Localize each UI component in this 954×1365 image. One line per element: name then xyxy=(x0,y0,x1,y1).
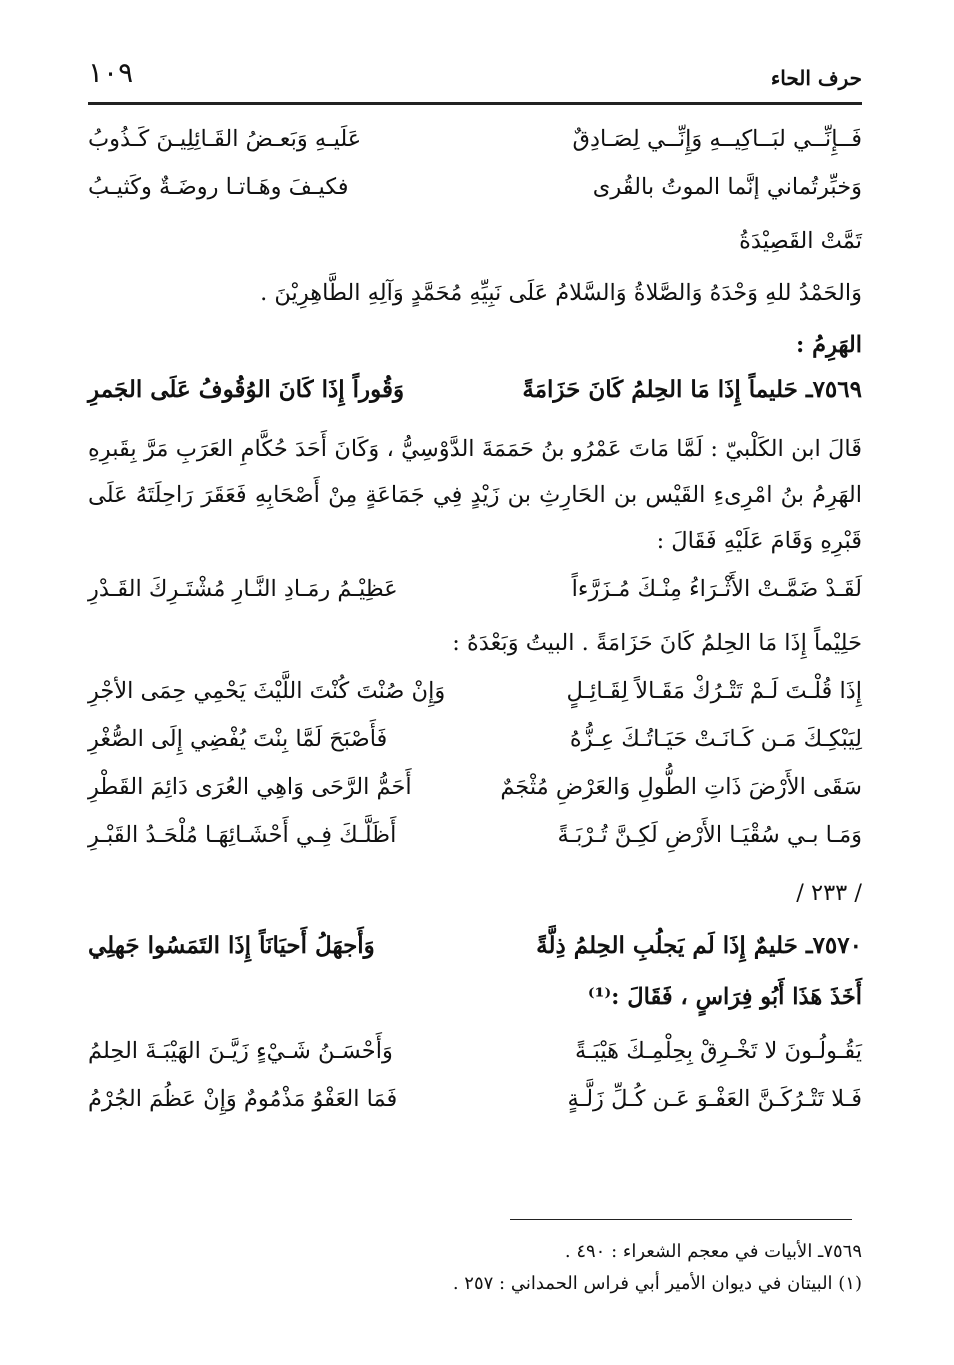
first-hemistich: وَخبِّرتُماني إنَّما الموتُ بالقُرى xyxy=(592,174,862,200)
verse-line xyxy=(88,814,862,862)
footnotes xyxy=(88,1236,862,1300)
second-hemistich: وَإِنْ صُنْتَ كُنْتَ اللَّيْثَ يَحْمِي حِمَى الأجْرِ xyxy=(88,678,446,704)
verse-line xyxy=(88,1030,862,1078)
verse-line xyxy=(88,1078,862,1126)
header-rule xyxy=(88,102,862,105)
book-page xyxy=(88,0,862,1365)
second-hemistich: فَأَصْبَحَ لَمَّا بِنْتَ يُفْضِي إِلَى الصُّغْرِ xyxy=(88,726,388,752)
first-hemistich: وَمَـا بـي سُقْيَـا الأَرْضِ لَكِـنَّ تُـرْبَـةً xyxy=(557,822,862,848)
prose-7569: قَالَ ابن الكَلْبيّ : لَمَّا مَاتَ عَمْرُو بنُ حَمَمَةَ الدَّوْسِيُّ ، وَكَانَ أَحَدَ حُكَّامِ العَرَبِ مَرَّ بِقَبرِهِ الهَرِمُ بنُ امْرِىءِ القَيْس بن الحَارِثِ بن زَيْدٍ فِي جَمَاعَةٍ مِنْ أَصْحَابِهِ فَعَقَرَ رَاحِلَتَهُ عَلَى قَبْرِهِ وَقَامَ عَلَيْهِ فَقَالَ : xyxy=(88,436,862,554)
entry-7569-verse xyxy=(88,368,862,416)
section-name: حرف الحاء xyxy=(770,66,862,90)
second-hemistich: فكيـفَ وهَـاتـا روضَـةٌ وكَثيـبُ xyxy=(88,174,349,200)
poem-end-note: تَمَّتْ القَصِيْدَةُ xyxy=(739,228,862,254)
after-verse-note: حَلِيْماً إِذَا مَا الحِلمُ كَانَ حَزَامَةً . البيتُ وَبَعْدَهُ : xyxy=(452,630,862,656)
second-hemistich: عَلَيـهِ وَبَعـضُ القَـائِلِيـنَ كَـذُوبُ xyxy=(88,126,362,152)
first-hemistich: فَــإِنِّــي لبَــاكِيــهِ وَإِنِّــي لِصَـادِقٌ xyxy=(572,126,862,152)
footnote: (١) البيتان في ديوان الأمير أبي فراس الحمداني : ٢٥٧ . xyxy=(452,1273,862,1294)
first-hemistich: فَـلا تَتْـرُكَـنَّ العَفْـوَ عَـن كُـلِّ زَلَّـةٍ xyxy=(567,1086,862,1112)
prose-7570: أَخَذَ هَذَا أَبُو فِرَاسٍ ، فَقَالَ :⁽¹⁾ xyxy=(587,984,862,1010)
footnote: ٧٥٦٩ـ الأبيات في معجم الشعراء : ٤٩٠ . xyxy=(564,1241,862,1262)
second-hemistich: عَظِيْـمُ رمَـادِ النَّـارِ مُشْتَـرِكَ القَـدْرِ xyxy=(88,576,398,602)
first-hemistich: لِيَبْكِـكَ مَـن كَـانَـتْ حَيَـاتُـكَ عِـزُّهُ xyxy=(569,726,862,752)
verse-line xyxy=(88,718,862,766)
first-hemistich: ٧٥٧٠ـ حَليمٌ إِذَا لَم يَجلُبِ الحِلمُ ذِلَّةً xyxy=(536,932,862,959)
first-hemistich: سَقَى الأَرْضَ ذَاتِ الطُّولِ وَالعَرْضِ مُثْجَمٌ xyxy=(500,774,862,800)
first-hemistich: لَقَـدْ ضَمَّـتْ الأَثْـرَاءُ مِنْـكَ مُـزَرَّءاً xyxy=(571,576,862,602)
verse-line xyxy=(88,568,862,616)
closing-praise: وَالحَمْدُ للهِ وَحْدَهُ وَالصَّلاةُ وَالسَّلامُ عَلَى نَبِيِّهِ مُحَمَّدٍ وَآلِهِ الطَّاهِرِيْنَ . xyxy=(260,280,862,306)
footnote-rule xyxy=(510,1219,852,1220)
verse-line xyxy=(88,766,862,814)
second-hemistich: وَقُوراً إِذَا كَانَ الوُقُوفُ عَلَى الجَمرِ xyxy=(88,376,405,403)
page-content xyxy=(88,118,862,1126)
second-hemistich: أَحَمُّ الرَّحَى وَاهِي العُرَى دَائِمَ القَطْرِ xyxy=(88,774,412,800)
first-hemistich: ٧٥٦٩ـ حَليماً إِذَا مَا الحِلمُ كَانَ حَزَامَةً xyxy=(522,376,862,403)
verse-line xyxy=(88,166,862,214)
second-hemistich: وَأَجهَلُ أَحيَانَاً إِذَا التَمَسُوا جَهلِي xyxy=(88,932,375,959)
folio-marker: / ٢٣٣ / xyxy=(796,880,862,906)
first-hemistich: يَقُـولُـونَ لا تَخْـرِقْ بِحِلْمِـكَ هَيْبَـةً xyxy=(574,1038,862,1064)
heading-harm: الهَرِمُ : xyxy=(796,332,862,358)
first-hemistich: إِذَا قُلْـتَ لَـمْ تَتْـرُكْ مَقَـالاً لِقَـائِـلٍ xyxy=(566,678,862,704)
page-number: ١٠٩ xyxy=(88,56,134,89)
second-hemistich: فَمَا العَفْوُ مَذْمُومٌ وَإِنْ عَظُمَ الجُرْمُ xyxy=(88,1086,398,1112)
verse-line xyxy=(88,670,862,718)
second-hemistich: أَظَلَّـكَ فِـي أَحْشَـائِهَـا مُلْحَـدُ القَبْـرِ xyxy=(88,822,397,848)
entry-7570-verse xyxy=(88,924,862,972)
verse-line xyxy=(88,118,862,166)
page-header xyxy=(88,52,862,100)
second-hemistich: وَأَحْسَـنُ شَـيْءٍ زَيَّـنَ الهَيْبَـةَ الحِلمُ xyxy=(88,1038,393,1064)
